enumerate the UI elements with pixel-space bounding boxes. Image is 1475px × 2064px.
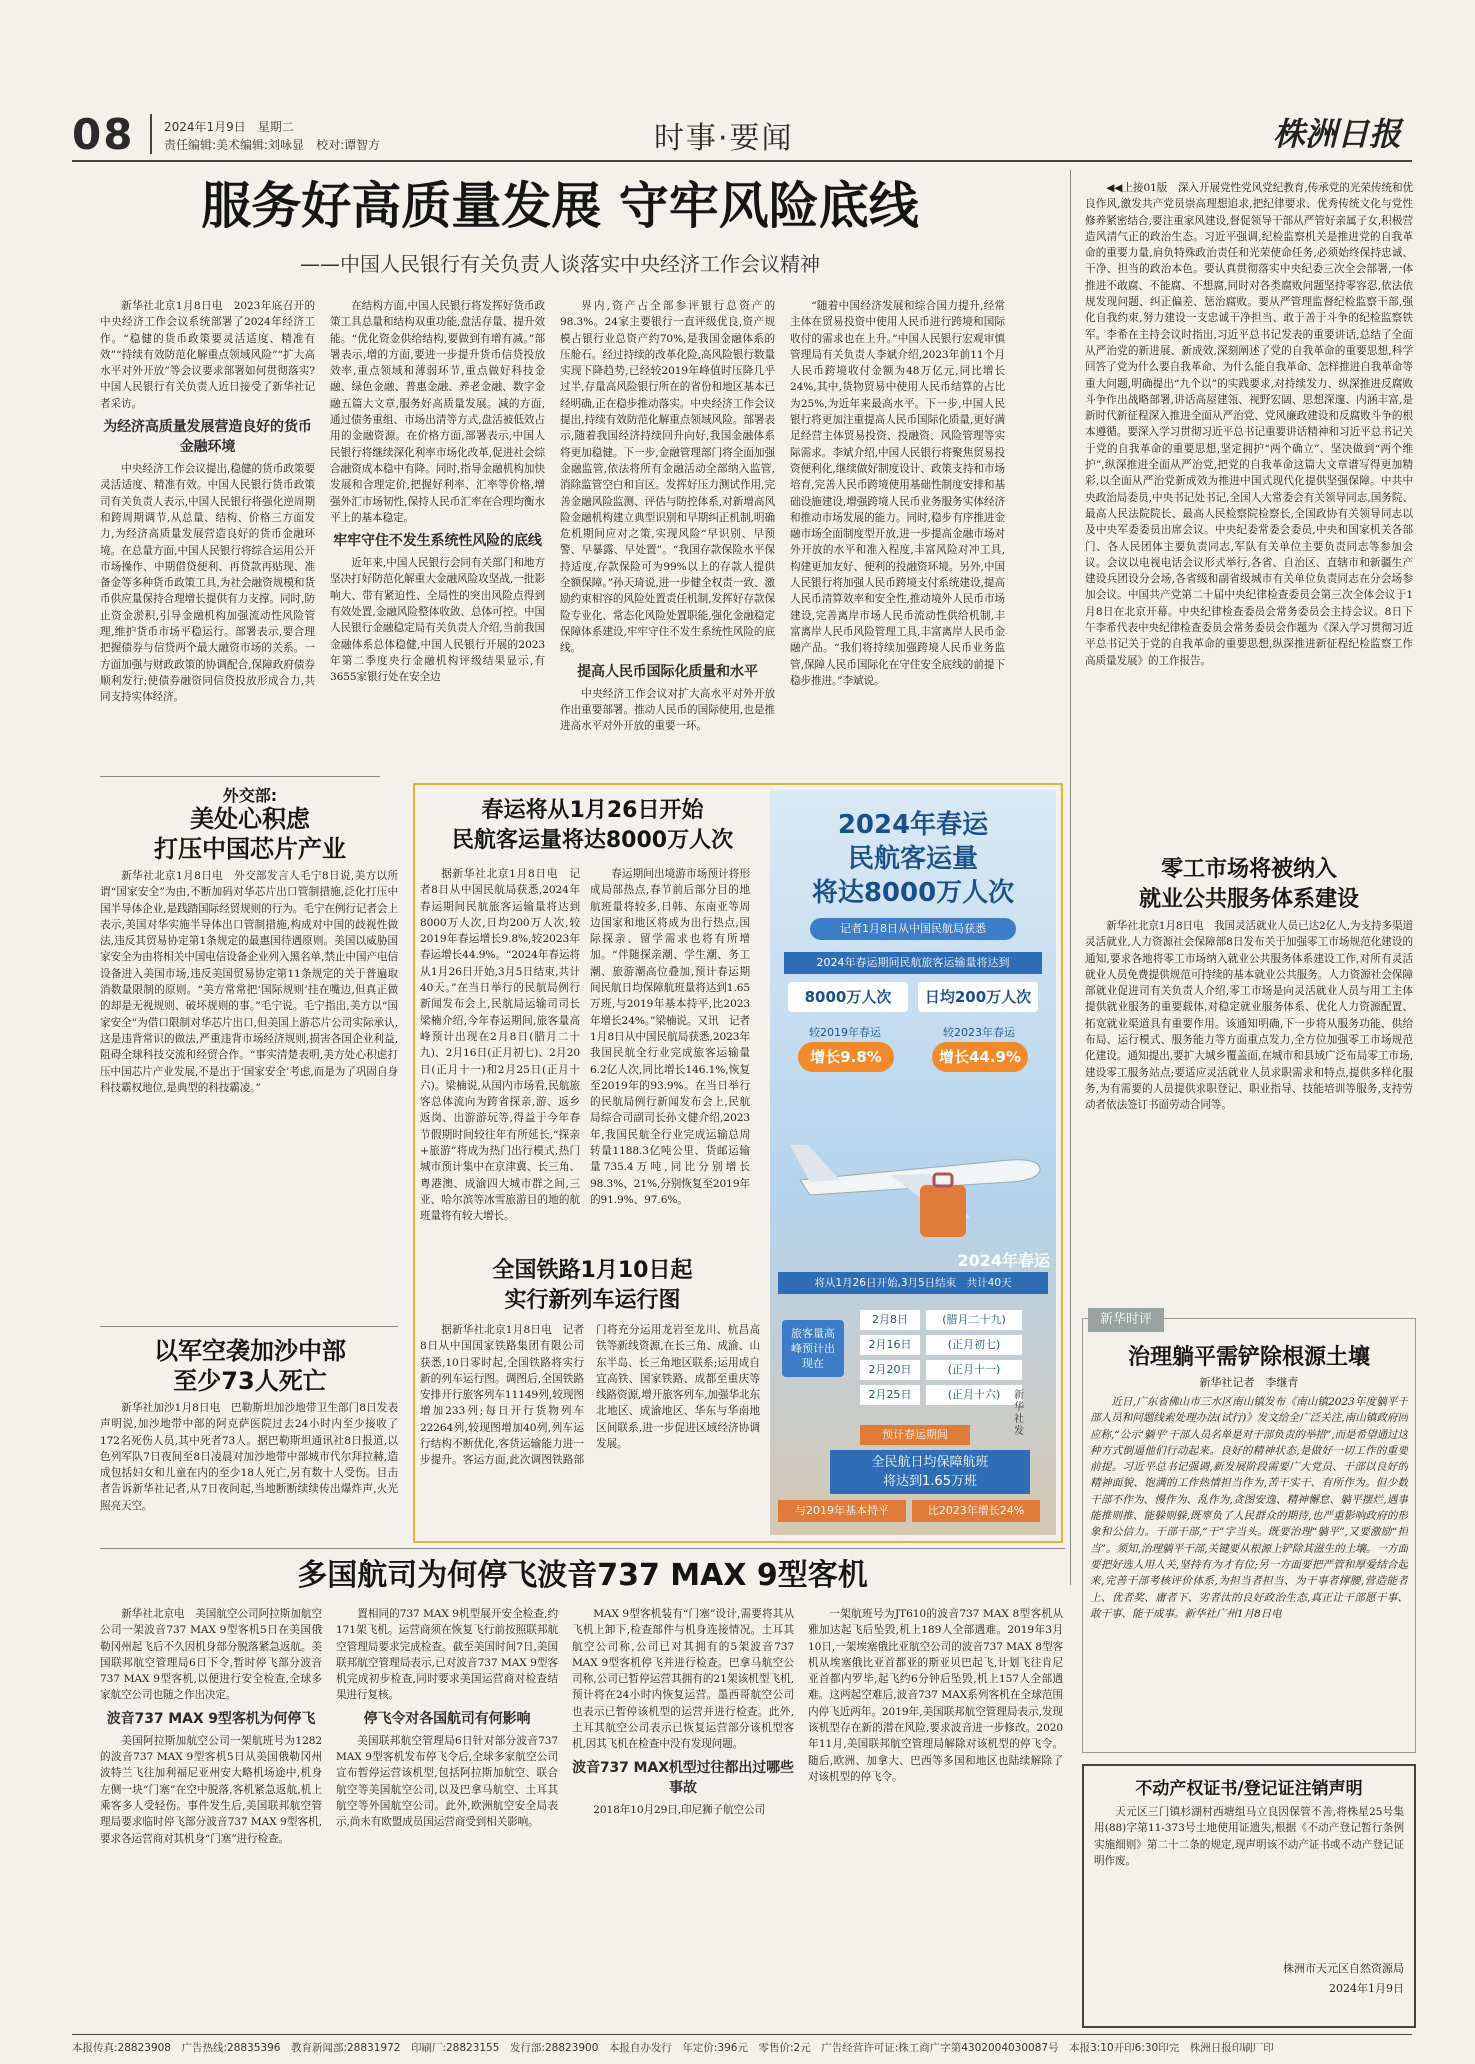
shengong-text: 新华社北京1月8日电 我国灵活就业人员已达2亿人,为支持多渠道灵活就业,人力资源社会保障部8日发布关于加强零工市场规范化建设的通知,要求各地将零工市场纳入就业公共服务体系建设工作,对所有灵活就业人员免费提供规范可持续的基本就业公共服务。人力资源社会保障部就业促进司有关负责人介绍,零工市场是向灵活就业人员与用工主体提供就业服务的重要载体,对稳定就业服务体系、优化人力资源配置、拓宽就业渠道具有重要作用。该通知明确,下一步将从服务功能、供给布局、运行模式、服务能力等方面重点发力,全方位加强零工市场规范化建设。通知提出,要扩大城乡覆盖面,在城市和县域广泛布局零工市场,建设零工服务站点;要适应灵活就业人员求职需求和特点,提供多样化服务,为有需要的人员提供求职登记、职业指导、技能培训等服务,支持劳动者依法签订书面劳动合同等。 — [1085, 920, 1413, 1112]
boeing-headline: 多国航司为何停飞波音737 MAX 9型客机 — [297, 1558, 868, 1593]
notice-text: 天元区三门镇杉湖村西塘组马立良因保管不善,将株星25号集用(88)字第11-373号土地使用证遗失,根据《不动产登记暂行条例实施细则》第二十二条的规定,现声明该不动产证书或不动产登记证明作废。 — [1094, 1806, 1404, 1867]
lead-column-2 — [330, 298, 545, 770]
airplane-illustration — [770, 1090, 1056, 1240]
boeing-col1-body: 美国阿拉斯加航空公司一架航班号为1282的波音737 MAX 9型客机5日从美国俄勒冈州波特兰飞往加利福尼亚州安大略机场途中,机身左侧一块“门塞”在空中脱落,客机紧急返航,机上乘客多人受轻伤。事件发生后,美国联邦航空管理局要求临时停飞部分波音737 MAX 9型客机,要求各运营商对其机身“门塞”进行检查。 — [100, 1734, 322, 1845]
lead-subhead-1: 为经济高质量发展营造良好的货币金融环境 — [103, 419, 312, 456]
infographic-daily-heading: 2024年春运期间民航旅客运输量将达到 — [784, 952, 1042, 974]
lead-col1-body: 中央经济工作会议提出,稳健的货币政策要灵活适度、精准有效。中国人民银行货币政策司有关负责人表示,中国人民银行将强化逆周期和跨周期调节,从总量、结构、价格三方面发力,为经济高质量发展营造良好的货币金融环境。在总量方面,中国人民银行将综合运用公开市场操作、中期借贷便利、再贷款再贴现、准备金等多种货币政策工具,为社会融资规模和货币供应量保持合理增长提供有力支撑。同时,防止资金淤积,引导金融机构加强流动性风险管理,维护货币市场平稳运行。部署表示,要合理把握债券与信贷两个最大融资市场的关系。一方面加强与财政政策的协调配合,保障政府债券顺利发行;使债券融资同信贷投放形成合力,共同支持实体经济。 — [100, 463, 315, 704]
waijiaobu-kicker: 外交部: — [222, 786, 278, 805]
peak-lunar: (正月初七) — [926, 1335, 1022, 1355]
infographic-flights: 全民航日均保障航班 将达到1.65万班 — [830, 1450, 1030, 1494]
infographic-cmp2-label: 较2023年春运 — [943, 1026, 1015, 1039]
shengong-headline: 零工市场将被纳入 就业公共服务体系建设 — [1138, 857, 1359, 912]
waijiaobu-body — [100, 868, 398, 1320]
lead-column-1 — [100, 298, 315, 770]
infographic-title: 2024年春运 民航客运量 将达8000万人次 — [811, 810, 1015, 908]
boeing-column-4 — [808, 1606, 1063, 2026]
waijiaobu-text: 新华社北京1月8日电 外交部发言人毛宁8日说,美方以所谓“国家安全”为由,不断加码对华芯片出口管制措施,泛化打压中国半导体企业,是践踏国际经贸规则的行为。毛宁在例行记者会上表示,美国对华实施半导体出口管制措施,构成对中国的歧视性做法,违反其贸易协定第1条规定的最惠国待遇原则。美国以威胁国家安全为由将相关中国电信设备企业列入黑名单,禁止中国产电信设备进入美国市场,违反美国贸易协定第11条规定的关于普遍取消数量限制的原则。“美方常常把‘国际规则’挂在嘴边,但真正做的却是无视规则、破坏规则的事。”毛宁说。毛宁指出,美方以“国家安全”为借口限制对华芯片出口,但美国上游芯片公司实际承认,这是违背常识的做法,严重违背市场经济规则,损害各国企业利益,阻碍全球科技交流和经贸合作。“事实清楚表明,美方处心积虑打压中国芯片产业发展,不是出于‘国家安全’考虑,而是为了巩固自身科技霸权地位,是典型的科技霸凌。” — [100, 870, 398, 1094]
waijiaobu-headline: 美处心积虑 打压中国芯片产业 — [154, 805, 346, 863]
boeing-subhead-2: 停飞令对各国航司有何影响 — [363, 1710, 531, 1727]
notice-title: 不动产权证书/登记证注销声明 — [1135, 1779, 1363, 1799]
shiping-body — [1090, 1394, 1408, 1746]
boeing-col4-text: 一架航班号为JT610的波音737 MAX 8型客机从雅加达起飞后坠毁,机上189人全部遇难。2019年3月10日,一架埃塞俄比亚航空公司的波音737 MAX 8型客机从埃塞俄比亚首都亚的斯亚贝巴起飞,计划飞往肯尼亚首都内罗毕,起飞约6分钟后坠毁,机上157人全部遇难。这两起空难后,波音737 MAX系列客机在全球范围内停飞近两年。2019年,美国联邦航空管理局表示,发现该机型存在新的潜在风险,要求波音进一步修改。2020年11月,美国联邦航空管理局解除对该机型的停飞令。随后,欧洲、加拿大、巴西等多国和地区也陆续解除了对该机型的停飞令。 — [808, 1608, 1063, 1783]
lead-headline: 服务好高质量发展 守牢风险底线 — [201, 177, 919, 235]
notice-date: 2024年1月9日 — [1329, 1982, 1404, 1995]
notice-signer: 株洲市天元区自然资源局 — [1283, 1962, 1404, 1975]
peak-row — [860, 1360, 1040, 1380]
chunyun-headline: 春运将从1月26日开始 民航客运量将达8000万人次 — [451, 798, 734, 853]
lead-bottom-rule — [100, 776, 380, 777]
tielu-headline: 全国铁路1月10日起 实行新列车运行图 — [492, 1258, 693, 1313]
infographic-cmp1: 增长9.8% — [798, 1042, 894, 1072]
lead-col1-text: 新华社北京1月8日电 2023年底召开的中央经济工作会议系统部署了2024年经济工作。“稳健的货币政策要灵活适度、精准有效”“持续有效防范化解重点领域风险”“扩大高水平对外开放”等会议要求部署如何贯彻落实?中国人民银行有关负责人近日接受了新华社记者采访。 — [100, 300, 315, 410]
section-name: 时事·要闻 — [654, 121, 794, 156]
infographic-total: 8000万人次 — [788, 982, 908, 1012]
boeing-col1-text: 新华社北京电 美国航空公司阿拉斯加航空公司一架波音737 MAX 9型客机5日在美国俄勒冈州起飞后不久因机身部分脱落紧急返航。美国联邦航空管理局6日下令,暂时停飞部分波音737 MAX 9型客机,以便进行安全检查,全球多家航空公司也随之作出决定。 — [100, 1608, 322, 1702]
chunyun-column-1 — [420, 866, 580, 1246]
peak-date: 2月20日 — [860, 1360, 920, 1380]
masthead-rule — [72, 160, 1412, 162]
continuation-article — [1085, 180, 1413, 842]
suitcase-icon — [920, 1185, 966, 1237]
boeing-col2-text: 置相同的737 MAX 9机型展开安全检查,约171架飞机。运营商须在恢复飞行前按照联邦航空管理局要求完成检查。截至美国时间7日,美国联邦航空管理局表示,已对波音737 MAX 9型客机完成初步检查,同时要求美国运营商对检查结果进行复核。 — [336, 1608, 558, 1702]
lead-column-4 — [790, 298, 1005, 770]
peak-row — [860, 1385, 1040, 1405]
peak-row — [860, 1335, 1040, 1355]
page-number: 08 — [72, 110, 135, 159]
lead-column-3 — [560, 298, 775, 770]
continuation-text: ◀◀上接01版 深入开展党性党风党纪教育,传承党的光荣传统和优良作风,激发共产党员崇高理想追求,把纪律要求、优秀传统文化与党性修养紧密结合,要注重家风建设,督促领导干部从严管好亲属子女,积极营造风清气正的政治生态。习近平强调,纪检监察机关是推进党的自我革命的重要力量,肩负特殊政治责任和光荣使命任务,必须始终保持忠诚、干净、担当的政治本色。要认真贯彻落实中央纪委三次全会部署,一体推进不敢腐、不能腐、不想腐,同时对各类腐败问题坚持零容忍,依法依规发现问题、纠正偏差、惩治腐败。要从严管理监督纪检监察干部,强化自我约束,努力建设一支忠诚干净担当、敢于善于斗争的纪检监察铁军。李希在主持会议时指出,习近平总书记发表的重要讲话,总结了全面从严治党的新进展、新成效,深刻阐述了党的自我革命的重要思想,科学回答了党为什么要自我革命、为什么能自我革命、怎样推进自我革命等重大问题,明确提出“九个以”的实践要求,对持续发力、纵深推进反腐败斗争作出战略部署,讲话高屋建瓴、视野宏阔、思想深邃、内涵丰富,是新时代新征程深入推进全面从严治党、党风廉政建设和反腐败斗争的根本遵循。要深入学习贯彻习近平总书记重要讲话精神和习近平总书记关于党的自我革命的重要思想,坚定拥护“两个确立”、坚决做到“两个维护”,纵深推进全面从严治党,把党的自我革命这篇大文章谱写得更加精彩,以全面从严治党新成效为推进中国式现代化提供坚强保障。中共中央政治局委员,中央书记处书记,全国人大常委会有关领导同志,国务院、最高人民法院院长、最高人民检察院检察长,全国政协有关领导同志以及中央军委委员出席会议。中央纪委常委会委员,中央和国家机关各部门、各人民团体主要负责同志,军队有关单位主要负责同志等参加会议。会议以电视电话会议形式举行,各省、自治区、直辖市和新疆生产建设兵团设分会场,各省级和副省级城市有关单位负责同志在分会场参加会议。中国共产党第二十届中央纪律检查委员会第三次全体会议于1月8日在北京开幕。中央纪律检查委员会常务委员会主持会议。8日下午李希代表中央纪律检查委员会常务委员会作题为《深入学习贯彻习近平总书记关于党的自我革命的重要思想,纵深推进新征程纪检监察工作高质量发展》的工作报告。 — [1085, 182, 1413, 667]
peak-date: 2月16日 — [860, 1335, 920, 1355]
shiping-headline: 治理躺平需铲除根源土壤 — [1127, 1345, 1370, 1370]
infographic-daily: 日均200万人次 — [918, 982, 1038, 1012]
infographic-compare-a: 与2019年基本持平 — [778, 1500, 906, 1522]
editor-credits: 责任编辑:美术编辑:刘咏显 校对:谭智方 — [164, 138, 381, 152]
peak-date: 2月25日 — [860, 1385, 920, 1405]
boeing-column-1 — [100, 1606, 322, 2026]
boeing-subhead-3: 波音737 MAX机型过往都出过哪些事故 — [572, 1759, 794, 1796]
issue-date: 2024年1月9日 星期二 — [164, 120, 294, 134]
lead-subhead-2: 牢牢守住不发生系统性风险的底线 — [333, 533, 542, 550]
infographic-compare-b: 比2023年增长24% — [912, 1500, 1040, 1522]
chunyun-col1-text: 据新华社北京1月8日电 记者8日从中国民航局获悉,2024年春运期间民航旅客运输量将达到8000万人次,日均200万人次,较2019年春运增长9.8%,较2023年春运增长44.9%。“2024年春运将从1月26日开始,3月5日结束,共计40天。”在当日举行的民航局例行新闻发布会上,民航局运输司司长梁楠介绍,今年春运期间,旅客量高峰预计出现在2月8日(腊月二十九)、2月16日(正月初七)、2月20日(正月十一)和2月25日(正月十六)。梁楠说,从国内市场看,民航旅客总体流向为跨省探亲,游、返乡返岗、出游游玩等,得益于今年春节假期时间较往年有所延长,“探亲+旅游”将成为热门出行模式,热门城市预计集中在京津冀、长三角、粤港澳、成渝四大城市群之间,三亚、哈尔滨等冰雪旅游目的地的航班量将有较大增长。 — [420, 868, 580, 1223]
tielu-column — [420, 1322, 760, 1532]
infographic-cmp2: 增长44.9% — [932, 1042, 1028, 1072]
shiping-author: 新华社记者 李继青 — [1199, 1376, 1299, 1389]
chunyun-infographic — [770, 790, 1056, 1535]
lead-col2-text: 在结构方面,中国人民银行将发挥好货币政策工具总量和结构双重功能,盘活存量、提升效能。“优化资金供给结构,要做到有增有减。”部署表示,增的方面,要进一步提升货币信贷投放效率,重点领域和薄弱环节,重点做好科技金融、绿色金融、普惠金融、养老金融、数字金融五篇大文章,服务好高质量发展。减的方面,通过债务重组、市场出清等方式,盘活被低效占用的金融资源。在价格方面,部署表示,中国人民银行将继续深化利率市场化改革,促进社会综合融资成本稳中有降。同时,指导金融机构加快发展和合理定价,把握好利率、汇率等价格,增强外汇市场韧性,保持人民币汇率在合理均衡水平上的基本稳定。 — [330, 300, 545, 524]
lead-col2-body: 近年来,中国人民银行会同有关部门和地方坚决打好防范化解重大金融风险攻坚战,一批影响大、带有紧迫性、全局性的突出风险点得到有效处置,金融风险整体收敛、总体可控。中国人民银行金融稳定局有关负责人介绍,当前我国金融体系总体稳健,中国人民银行开展的2023年第二季度央行金融机构评级结果显示,有3655家银行处在安全边 — [330, 557, 545, 684]
shiping-text: 近日,广东省佛山市三水区南山镇发布《南山镇2023年度躺平干部人员和问题线索处理办法(试行)》发文给全广泛关注,南山镇政府回应称,“公示‘躺平’干部人员名单是对干部负责的举措”,而是希望通过这种方式倒逼他们行动起来。良好的精神状态,是做好一切工作的重要前提。习近平总书记强调,新发展阶段需要广大党员、干部以良好的精神面貌、饱满的工作热情担当作为,苦干实干、有所作为。但少数干部不作为、慢作为、乱作为,贪图安逸、精神懈怠、躺平摆烂,遇事能推则推、能躲则躲,既辜负了人民群众的期待,也严重影响政府的形象和公信力。干部干部,“干”字当头。既要治理“躺平”,又要激励“担当”。须知,治理躺平干部,关键要从根源上铲除其滋生的土壤。一方面要把好选人用人关,坚持有为才有位;另一方面要把严管和厚爱结合起来,完善干部考核评价体系,为担当者担当、为干事者撑腰,营造能者上、优者奖、庸者下、劣者汰的良好政治生态,真正让干部愿干事、敢干事、能干成事。新华社广州1月8日电 — [1090, 1396, 1408, 1620]
lead-col4-text: “随着中国经济发展和综合国力提升,经常主体在贸易投资中使用人民币进行跨境和国际收付的需求也在上升。”中国人民银行宏观审慎管理局有关负责人李斌介绍,2023年前11个月人民币跨境收付金额为48万亿元,同比增长24%,其中,货物贸易中使用人民币结算的占比为25%,为近年来最高水平。下一步,中国人民银行将更加注重提高人民币国际化质量,更好满足经营主体贸易投资、投融资、风险管理等实际需求。李斌介绍,中国人民银行将聚焦贸易投资便利化,继续做好制度设计、政策支持和市场培育,完善人民币跨境使用基础性制度安排和基础设施建设,增强跨境人民币业务服务实体经济和推动市场发展的能力。同时,稳步有序推进金融市场全面制度型开放,进一步提高金融市场对外开放的水平和准入程度,丰富风险对冲工具,构建更加友好、便利的投融资环境。另外,中国人民银行将加强人民币跨境支付系统建设,提高人民币清算效率和安全性,推动境外人民币市场建设,完善离岸市场人民币流动性供给机制,丰富离岸人民币风险管理工具,丰富离岸人民币金融产品。“我们将持续加强跨境人民币业务监管,保障人民币国际化在守住安全底线的前提下稳步推进。”李斌说。 — [790, 300, 1005, 687]
lead-subheadline: ——中国人民银行有关负责人谈落实中央经济工作会议精神 — [300, 252, 820, 276]
kongxi-top-rule — [100, 1326, 398, 1327]
kongxi-body — [100, 1400, 398, 1542]
paper-logo-icon — [1262, 110, 1412, 156]
infographic-ribbon: 记者1月8日从中国民航局获悉 — [810, 918, 1016, 940]
infographic-peaks — [860, 1310, 1040, 1410]
kongxi-headline: 以军空袭加沙中部 至少73人死亡 — [154, 1337, 346, 1395]
infographic-period-title: 2024年春运 — [957, 1251, 1050, 1270]
boeing-col2-body: 美国联邦航空管理局6日针对部分波音737 MAX 9型客机发布停飞令后,全球多家航空公司宣布暂停运营该机型,包括阿拉斯加航空、联合航空等美国航空公司,以及巴拿马航空、土耳其航空等外国航空公司。此外,欧洲航空安全局表示,尚未有欧盟成员国运营商受到相关影响。 — [336, 1734, 558, 1829]
infographic-peak-label: 旅客量高峰预计出现在 — [782, 1320, 844, 1377]
airplane-tail — [790, 1145, 840, 1182]
boeing-column-3 — [572, 1606, 794, 2026]
chunyun-column-2 — [590, 866, 750, 1246]
infographic-period: 将从1月26日开始,3月5日结束 共计40天 — [778, 1272, 1048, 1294]
kongxi-text: 新华社加沙1月8日电 巴勒斯坦加沙地带卫生部门8日发表声明说,加沙地带中部的阿克萨医院过去24小时内至少接收了172名死伤人员,其中死者73人。据巴勒斯坦通讯社8日报道,以色列军队7日夜间至8日凌晨对加沙地带中部城市代尔拜拉赫,造成包括妇女和儿童在内的至少18人死亡,另有数十人受伤。目击者告诉新华社记者,从7日夜间起,当地断断续续传出爆炸声,火光照亮天空。 — [100, 1402, 398, 1512]
peak-lunar: (腊月二十九) — [926, 1310, 1022, 1330]
paper-logo — [1262, 110, 1412, 156]
boeing-col3-text: MAX 9型客机装有“门塞”设计,需要将其从飞机上卸下,检查部件与机身连接情况。土耳其航空公司称,公司已对其拥有的5架波音737 MAX 9型客机停飞并进行检查。巴拿马航空公司称,公司已暂停运营其拥有的21架该机型飞机,预计将在24小时内恢复运营。墨西哥航空公司也表示已暂停该机型的运营并进行检查。此外,土耳其航空公司表示已恢复运营部分该机型客机,因其飞机在检查中没有发现问题。 — [572, 1608, 794, 1751]
infographic-flights-label: 预计春运期间 — [860, 1425, 970, 1445]
footer-info: 本报传真:28823908 广告热线:28835396 教育新闻部:28831972 印刷厂:28823155 发行部:28823900 本报自办发行 年定价:396元 零售价:2元 广告经营许可证:株工商广字第4302004030087号 本报3:10开印6:30印完 株洲日报印刷厂印 — [72, 2042, 1274, 2054]
peak-date: 2月8日 — [860, 1310, 920, 1330]
column-rule-right — [1070, 170, 1071, 1585]
peak-lunar: (正月十六) — [926, 1385, 1022, 1405]
boeing-col3-body: 2018年10月29日,印尼狮子航空公司 — [593, 1803, 766, 1816]
tielu-text: 据新华社北京1月8日电 记者8日从中国国家铁路集团有限公司获悉,10日零时起,全国铁路将实行新的列车运行图。调图后,全国铁路安排开行旅客列车11149列,较现图增加233列;每日开行货物列车22264列,较现图增加40列,列车运行结构不断优化,客货运输能力进一步提升。客运方面,此次调图铁路部门将充分运用龙岩至龙川、杭昌高铁等新线资源,在长三角、成渝、山东半岛、长三角地区联系;运用成自宜高铁、国家铁路、成都至重庆等线路资源,增开旅客列车,加强华北东北地区、成渝地区、华东与华南地区间联系,进一步促进区域经济协调发展。 — [420, 1324, 760, 1467]
chunyun-col2-text: 春运期间出境游市场预计将形成局部热点,春节前后部分目的地航班量将较多,日韩、东南亚等周边国家和地区将成为出行热点,国际探亲、留学需求也将有所增加。“伴随探亲潮、学生潮、务工潮、旅游潮高位叠加,预计春运期间民航日均保障航班量将达到1.65万班,与2019年基本持平,比2023年增长24%。”梁楠说。又讯 记者1月8日从中国民航局获悉,2023年我国民航全行业完成旅客运输量6.2亿人次,同比增长146.1%,恢复至2019年的93.9%。在当日举行的民航局例行新闻发布会上,民航局综合司副司长孙文健介绍,2023年,我国民航全行业完成运输总周转量1188.3亿吨公里、货邮运输量735.4万吨,同比分别增长98.3%、21%,分别恢复至2019年的91.9%、97.6%。 — [590, 868, 750, 1206]
masthead-divider — [150, 114, 152, 154]
boeing-column-2 — [336, 1606, 558, 2026]
shiping-tab: 新华时评 — [1088, 1308, 1164, 1332]
masthead — [0, 0, 1475, 166]
peak-row — [860, 1310, 1040, 1330]
lead-subhead-3: 提高人民币国际化质量和水平 — [577, 663, 758, 680]
shengong-body — [1085, 918, 1413, 1308]
footer-rule — [72, 2034, 1412, 2035]
lead-col3-text: 界内,资产占全部参评银行总资产的98.3%。24家主要银行一直评级优良,资产规模占银行业总资产约70%,是我国金融体系的压舱石。经过持续的改革化险,高风险银行数量实现下降趋势,已经较2019年峰值时压降几乎过半,存量高风险银行所在的省份和地区基本已经明确,正在稳步推动落实。中央经济工作会议提出,持续有效防范化解重点领域风险。部署表示,随着我国经济持续回升向好,我国金融体系将更加稳健。下一步,金融管理部门将全面加强金融监管,依法将所有金融活动全部纳入监管,消除监管空白和盲区。发挥好压力测试作用,完善金融风险监测、评估与防控体系,对新增高风险金融机构建立典型识别和早期纠正机制,明确危机期间应对之策,实现风险“早识别、早预警、早暴露、早处置”。“我国存款保险水平保持适度,存款保险可为99%以上的存款人提供全额保障。”孙天琦说,进一步健全权责一致、激励约束相容的风险处置责任机制,发挥好存款保险专业化、常态化风险处置职能,强化金融稳定保障体系建设,牢牢守住不发生系统性风险的底线。 — [560, 300, 775, 655]
boeing-subhead-1: 波音737 MAX 9型客机为何停飞 — [106, 1710, 316, 1727]
notice-body — [1094, 1804, 1404, 1954]
boeing-top-rule — [100, 1548, 1065, 1549]
peak-lunar: (正月十一) — [926, 1360, 1022, 1380]
lead-col3-body: 中央经济工作会议对扩大高水平对外开放作出重要部署。推动人民币的国际使用,也是推进高水平对外开放的重要一环。 — [560, 687, 775, 733]
infographic-credit: 新华社发 — [1014, 1390, 1024, 1437]
infographic-cmp1-label: 较2019年春运 — [809, 1026, 881, 1039]
svg-text:株洲日报: 株洲日报 — [1272, 115, 1402, 153]
